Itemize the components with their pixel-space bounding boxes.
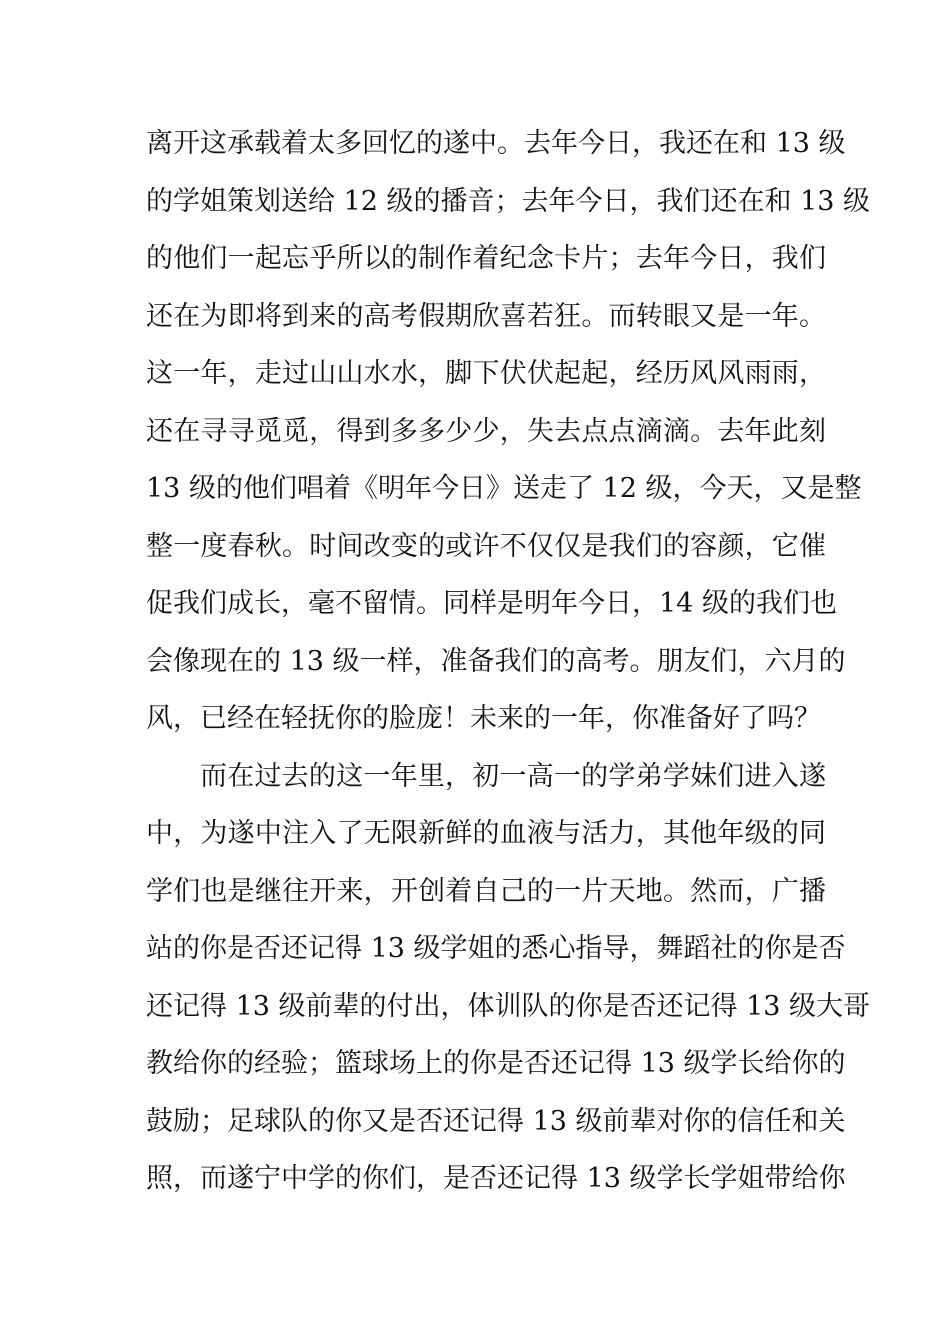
text-line: 站的你是否还记得 13 级学姐的悉心指导，舞蹈社的你是否 (146, 933, 846, 964)
paragraph-2 (146, 748, 871, 1208)
text-line: 风，已经在轻抚你的脸庞！未来的一年，你准备好了吗？ (146, 703, 821, 734)
text-line: 鼓励；足球队的你又是否还记得 13 级前辈对你的信任和关 (146, 1105, 846, 1137)
text-line: 促我们成长，毫不留情。同样是明年今日，14 级的我们也 (146, 588, 837, 619)
text-line: 的他们一起忘乎所以的制作着纪念卡片；去年今日，我们 (146, 243, 826, 274)
paragraph-1 (146, 115, 871, 748)
text-line: 13 级的他们唱着《明年今日》送走了 12 级，今天，又是整 (146, 473, 862, 504)
text-line: 还记得 13 级前辈的付出，体训队的你是否还记得 13 级大哥 (146, 990, 871, 1022)
text-line: 学们也是继往开来，开创着自己的一片天地。然而，广播 (146, 875, 826, 907)
text-line: 离开这承载着太多回忆的遂中。去年今日，我还在和 13 级 (146, 128, 846, 159)
text-line: 而在过去的这一年里，初一高一的学弟学妹们进入遂 (200, 760, 826, 792)
text-line: 会像现在的 13 级一样，准备我们的高考。朋友们，六月的 (146, 645, 846, 677)
text-line: 还在为即将到来的高考假期欣喜若狂。而转眼又是一年。 (146, 300, 826, 332)
text-line: 中，为遂中注入了无限新鲜的血液与活力，其他年级的同 (146, 818, 826, 849)
text-line: 的学姐策划送给 12 级的播音；去年今日，我们还在和 13 级 (146, 185, 871, 217)
document-body (146, 115, 871, 1208)
text-line: 教给你的经验；篮球场上的你是否还记得 13 级学长给你的 (146, 1048, 846, 1079)
text-line: 还在寻寻觅觅，得到多多少少，失去点点滴滴。去年此刻 (146, 415, 826, 447)
text-line: 这一年，走过山山水水，脚下伏伏起起，经历风风雨雨， (146, 358, 826, 389)
text-line: 照，而遂宁中学的你们，是否还记得 13 级学长学姐带给你 (146, 1163, 846, 1194)
text-line: 整一度春秋。时间改变的或许不仅仅是我们的容颜，它催 (146, 530, 826, 562)
